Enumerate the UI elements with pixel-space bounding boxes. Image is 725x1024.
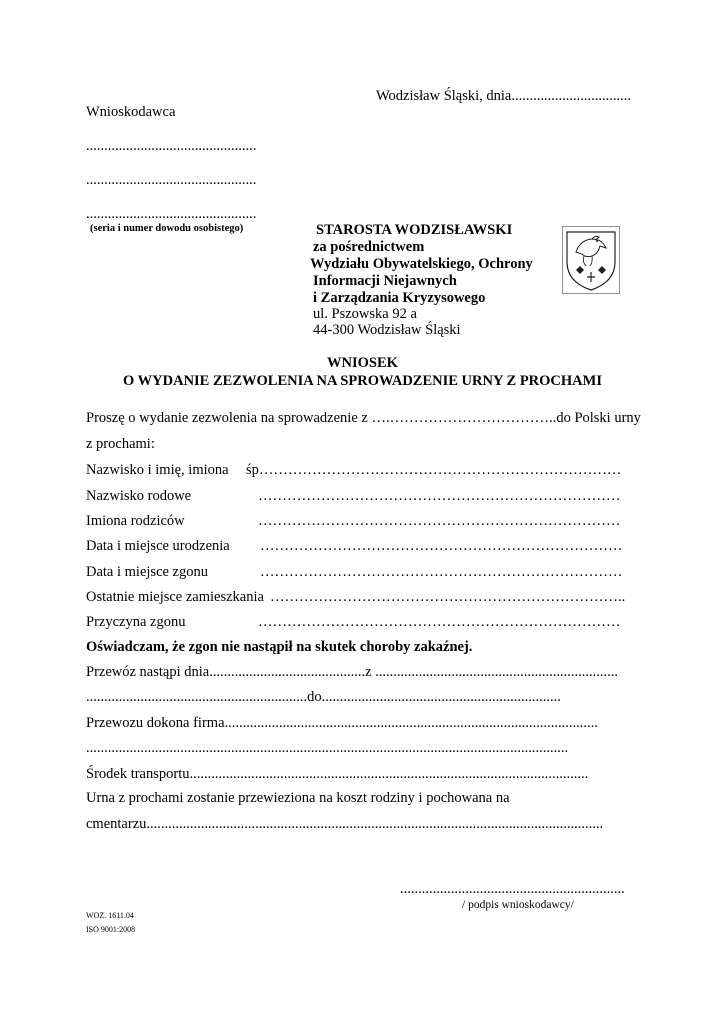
field-label-death: Data i miejsce zgonu bbox=[86, 564, 208, 580]
declaration: Oświadczam, że zgon nie nastąpił na skutek choroby zakaźnej. bbox=[86, 639, 473, 655]
document-title: WNIOSEK bbox=[327, 355, 398, 371]
field-value-maiden-name[interactable]: ………………………………………………………………… bbox=[258, 488, 621, 504]
signature-label: / podpis wnioskodawcy/ bbox=[462, 899, 574, 911]
urn-statement-line: Urna z prochami zostanie przewieziona na koszt rodziny i pochowana na bbox=[86, 790, 510, 806]
field-label-parents: Imiona rodziców bbox=[86, 513, 185, 529]
field-row-maiden-name bbox=[86, 488, 621, 505]
field-row-birth bbox=[86, 538, 623, 555]
document-subtitle: O WYDANIE ZEZWOLENIA NA SPROWADZENIE URNY Z PROCHAMI bbox=[123, 373, 602, 389]
addressee-city: 44-300 Wodzisław Śląski bbox=[313, 322, 461, 338]
cemetery-line[interactable]: cmentarzu.............................................................................................................................. bbox=[86, 816, 604, 832]
addressee-via: za pośrednictwem bbox=[313, 239, 425, 255]
addressee-department-2: Informacji Niejawnych bbox=[313, 273, 457, 289]
transport-to-line[interactable]: .............................................................do.................................................................. bbox=[86, 689, 561, 705]
id-note: (seria i numer dowodu osobistego) bbox=[90, 223, 244, 234]
carrier-continuation-line[interactable]: ..................................................................................................................................... bbox=[86, 740, 569, 756]
carrier-line[interactable]: Przewozu dokona firma....................................................................................................... bbox=[86, 715, 598, 731]
addressee-department-1: Wydziału Obywatelskiego, Ochrony bbox=[310, 256, 533, 272]
intro-line-country[interactable]: Proszę o wydanie zezwolenia na sprowadzenie z ….……………………………..do Polski urny bbox=[86, 410, 641, 426]
field-label-maiden-name: Nazwisko rodowe bbox=[86, 488, 192, 504]
form-code: WOZ. 1611.04 bbox=[86, 911, 134, 920]
field-value-cause[interactable]: ………………………………………………………………… bbox=[258, 614, 621, 630]
field-value-birth[interactable]: ………………………………………………………………… bbox=[260, 538, 623, 554]
place-date-line[interactable]: Wodzisław Śląski, dnia................................. bbox=[376, 88, 631, 104]
field-label-birth: Data i miejsce urodzenia bbox=[86, 538, 230, 554]
field-label-cause: Przyczyna zgonu bbox=[86, 614, 186, 630]
vehicle-line[interactable]: Środek transportu.............................................................................................................. bbox=[86, 766, 589, 782]
applicant-label: Wnioskodawca bbox=[86, 104, 176, 120]
iso-certificate: ISO 9001:2008 bbox=[86, 925, 136, 934]
field-label-name: Nazwisko i imię, imiona bbox=[86, 462, 229, 478]
transport-date-line[interactable]: Przewóz nastąpi dnia...........................................z ................................................................... bbox=[86, 664, 619, 680]
field-value-parents[interactable]: ………………………………………………………………… bbox=[258, 513, 621, 529]
field-row-parents bbox=[86, 513, 621, 530]
field-value-name[interactable]: śp………………………………………………………………… bbox=[246, 462, 622, 478]
addressee-starosta: STAROSTA WODZISŁAWSKI bbox=[316, 222, 513, 238]
intro-line-2: z prochami: bbox=[86, 436, 155, 452]
field-value-death[interactable]: ………………………………………………………………… bbox=[260, 564, 623, 580]
signature-line[interactable]: .............................................................. bbox=[400, 881, 625, 897]
applicant-field-3[interactable]: ............................................... bbox=[86, 206, 257, 222]
field-row-death bbox=[86, 564, 623, 581]
addressee-street: ul. Pszowska 92 a bbox=[313, 306, 417, 322]
applicant-field-2[interactable]: ............................................... bbox=[86, 172, 257, 188]
addressee-department-3: i Zarządzania Kryzysowego bbox=[313, 290, 486, 306]
field-row-name bbox=[86, 462, 622, 479]
applicant-field-1[interactable]: ............................................... bbox=[86, 138, 257, 154]
field-value-residence[interactable]: ……………………………………………………………….. bbox=[270, 589, 626, 605]
field-label-residence: Ostatnie miejsce zamieszkania bbox=[86, 589, 264, 605]
field-row-cause bbox=[86, 614, 621, 631]
county-coat-of-arms-icon bbox=[562, 226, 620, 294]
field-row-residence bbox=[86, 589, 626, 606]
